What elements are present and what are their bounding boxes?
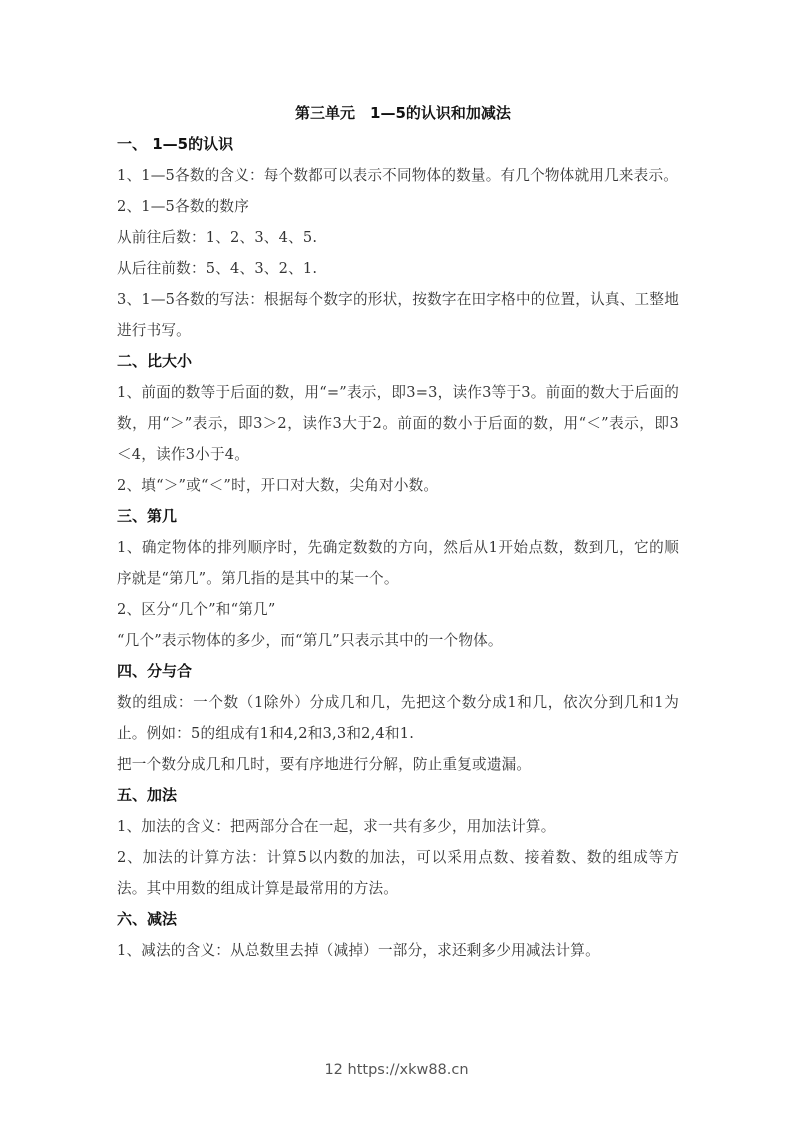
section-addition	[117, 780, 679, 904]
paragraph: “几个”表示物体的多少，而“第几”只表示其中的一个物体。	[117, 632, 503, 649]
section-compare	[117, 346, 679, 501]
section-heading: 六、减法	[117, 910, 178, 928]
section-ordinal	[117, 501, 679, 656]
section-decomposition	[117, 656, 679, 780]
paragraph: 从前往后数：1、2、3、4、5.	[117, 229, 318, 246]
paragraph: 从后往前数：5、4、3、2、1.	[117, 260, 318, 277]
section-recognition	[117, 129, 679, 346]
section-heading: 五、加法	[117, 786, 178, 804]
paragraph: 3、1—5各数的写法：根据每个数字的形状，按数字在田字格中的位置，认真、工整地进行书写。	[117, 291, 679, 339]
document-title: 第三单元 1—5的认识和加减法	[295, 104, 511, 122]
section-heading: 四、分与合	[117, 662, 193, 680]
section-subtraction	[117, 904, 679, 966]
paragraph: 2、区分“几个”和“第几”	[117, 601, 276, 618]
paragraph: 1、1—5各数的含义：每个数都可以表示不同物体的数量。有几个物体就用几来表示。	[117, 167, 679, 184]
paragraph: 2、填“＞”或“＜”时，开口对大数，尖角对小数。	[117, 477, 439, 494]
paragraph: 1、减法的含义：从总数里去掉（减掉）一部分，求还剩多少用减法计算。	[117, 942, 600, 959]
section-heading: 二、比大小	[117, 352, 193, 370]
paragraph: 2、1—5各数的数序	[117, 198, 250, 215]
paragraph: 1、加法的含义：把两部分合在一起，求一共有多少，用加法计算。	[117, 818, 556, 835]
section-heading: 三、第几	[117, 507, 178, 525]
document-page	[117, 98, 679, 966]
paragraph: 2、加法的计算方法：计算5以内数的加法，可以采用点数、接着数、数的组成等方法。其中用数的组成计算是最常用的方法。	[117, 849, 679, 897]
paragraph: 把一个数分成几和几时，要有序地进行分解，防止重复或遗漏。	[117, 756, 532, 773]
paragraph: 1、前面的数等于后面的数，用“=”表示，即3=3，读作3等于3。前面的数大于后面的数，用“＞”表示，即3＞2，读作3大于2。前面的数小于后面的数，用“＜”表示，即3＜4，读作3小于4。	[117, 384, 679, 463]
section-heading: 一、 1—5的认识	[117, 135, 234, 153]
paragraph: 1、确定物体的排列顺序时，先确定数数的方向，然后从1开始点数，数到几，它的顺序就是“第几”。第几指的是其中的某一个。	[117, 539, 679, 587]
paragraph: 数的组成：一个数（1除外）分成几和几，先把这个数分成1和几，依次分到几和1为止。例如：5的组成有1和4,2和3,3和2,4和1.	[117, 694, 679, 742]
page-footer: 12 https://xkw88.cn	[324, 1062, 469, 1078]
